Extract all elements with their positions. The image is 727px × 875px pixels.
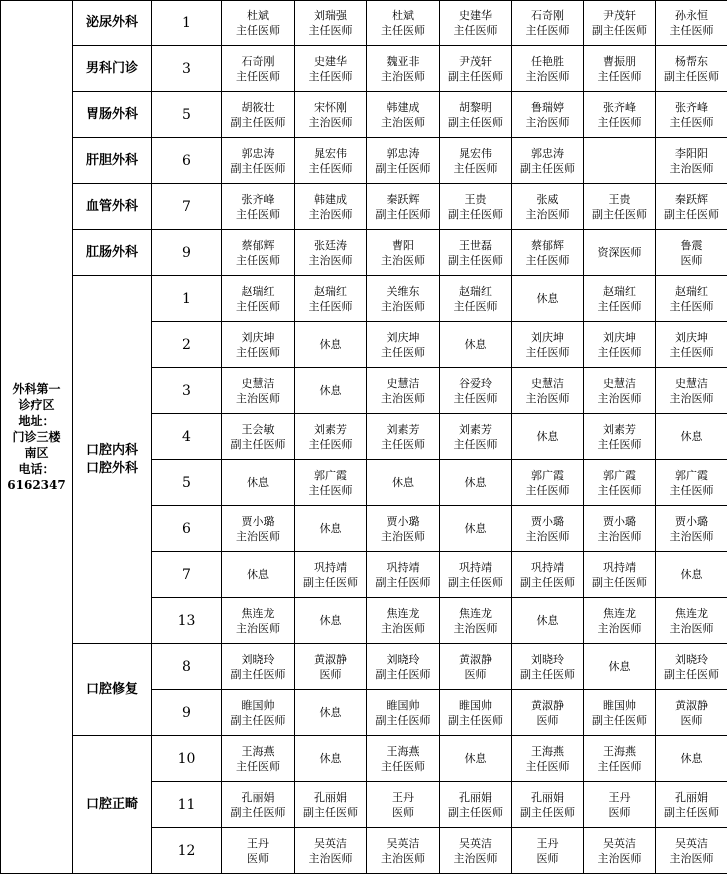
doctor-cell: 刘庆坤 主任医师 [584,322,656,368]
department-name: 男科门诊 [73,46,152,92]
doctor-cell: 王丹 医师 [367,782,440,828]
doctor-cell: 黄淑静 医师 [656,690,727,736]
doctor-cell: 韩建成 主治医师 [295,184,367,230]
doctor-cell: 王丹 医师 [512,828,584,874]
doctor-cell: 贾小璐 主治医师 [512,506,584,552]
room-number: 2 [152,322,222,368]
doctor-cell: 杨帮东 副主任医师 [656,46,727,92]
doctor-cell [584,138,656,184]
doctor-cell: 赵瑞红 主任医师 [656,276,727,322]
doctor-cell: 刘素芳 主任医师 [295,414,367,460]
room-number: 6 [152,138,222,184]
doctor-cell: 吴英洁 主治医师 [656,828,727,874]
rest-cell: 休息 [222,552,295,598]
rest-cell: 休息 [295,368,367,414]
doctor-cell: 郭忠涛 副主任医师 [367,138,440,184]
rest-cell: 休息 [440,506,512,552]
doctor-cell: 刘庆坤 主任医师 [512,322,584,368]
doctor-cell: 焦连龙 主治医师 [440,598,512,644]
doctor-cell: 王海燕 主任医师 [512,736,584,782]
doctor-cell: 吴英洁 主治医师 [584,828,656,874]
doctor-cell: 巩持靖 副主任医师 [584,552,656,598]
rest-cell: 休息 [295,506,367,552]
room-number: 12 [152,828,222,874]
doctor-cell: 贾小璐 主治医师 [656,506,727,552]
doctor-cell: 刘庆坤 主任医师 [656,322,727,368]
doctor-cell: 胡黎明 副主任医师 [440,92,512,138]
doctor-cell: 王世磊 副主任医师 [440,230,512,276]
rest-cell: 休息 [512,414,584,460]
department-name: 肛肠外科 [73,230,152,276]
doctor-cell: 刘庆坤 主任医师 [367,322,440,368]
doctor-cell: 刘素芳 主任医师 [584,414,656,460]
doctor-cell: 胡筱壮 副主任医师 [222,92,295,138]
doctor-cell: 石奇刚 主任医师 [512,1,584,46]
doctor-cell: 鲁瑞婷 主治医师 [512,92,584,138]
doctor-cell: 孙永恒 主任医师 [656,1,727,46]
schedule-row [1,736,727,782]
doctor-cell: 黄淑静 医师 [440,644,512,690]
doctor-cell: 鲁震 医师 [656,230,727,276]
doctor-cell: 黄淑静 医师 [512,690,584,736]
doctor-cell: 张齐峰 主任医师 [584,92,656,138]
doctor-cell: 赵瑞红 主任医师 [440,276,512,322]
room-number: 7 [152,552,222,598]
doctor-cell: 史慧洁 主治医师 [584,368,656,414]
doctor-cell: 刘庆坤 主任医师 [222,322,295,368]
doctor-cell: 杜斌 主任医师 [367,1,440,46]
doctor-cell: 史慧洁 主治医师 [512,368,584,414]
room-number: 9 [152,690,222,736]
doctor-cell: 王丹 医师 [222,828,295,874]
doctor-cell: 王海燕 主任医师 [222,736,295,782]
department-name: 口腔正畸 [73,736,152,874]
doctor-cell: 曹阳 主治医师 [367,230,440,276]
doctor-cell: 蔡郁辉 主任医师 [222,230,295,276]
doctor-cell: 贾小璐 主治医师 [584,506,656,552]
room-number: 10 [152,736,222,782]
doctor-cell: 孔丽娟 副主任医师 [656,782,727,828]
doctor-cell: 睢国帅 副主任医师 [367,690,440,736]
doctor-cell: 魏亚非 主治医师 [367,46,440,92]
doctor-cell: 王海燕 主任医师 [367,736,440,782]
doctor-cell: 王海燕 主任医师 [584,736,656,782]
doctor-cell: 史慧洁 主治医师 [367,368,440,414]
doctor-cell: 睢国帅 副主任医师 [222,690,295,736]
schedule-row [1,644,727,690]
doctor-cell: 郭忠涛 副主任医师 [222,138,295,184]
doctor-cell: 刘晓玲 副主任医师 [512,644,584,690]
clinic-area-info: 外科第一 诊疗区 地址： 门诊三楼 南区 电话： 6162347 [1,1,73,874]
doctor-cell: 郭广霞 主任医师 [295,460,367,506]
doctor-cell: 赵瑞红 主任医师 [584,276,656,322]
doctor-cell: 史慧洁 主治医师 [222,368,295,414]
room-number: 1 [152,276,222,322]
rest-cell: 休息 [512,598,584,644]
doctor-cell: 张齐峰 主任医师 [222,184,295,230]
rest-cell: 休息 [656,736,727,782]
doctor-cell: 宋怀刚 主治医师 [295,92,367,138]
room-number: 7 [152,184,222,230]
doctor-cell: 史慧洁 主治医师 [656,368,727,414]
doctor-cell: 焦连龙 主治医师 [367,598,440,644]
rest-cell: 休息 [512,276,584,322]
doctor-cell: 刘素芳 主任医师 [440,414,512,460]
doctor-cell: 吴英洁 主治医师 [440,828,512,874]
doctor-cell: 孔丽娟 副主任医师 [512,782,584,828]
doctor-cell: 王贵 副主任医师 [584,184,656,230]
doctor-cell: 睢国帅 副主任医师 [584,690,656,736]
department-name: 血管外科 [73,184,152,230]
doctor-cell: 任艳胜 主治医师 [512,46,584,92]
doctor-cell: 谷爱玲 主任医师 [440,368,512,414]
doctor-cell: 刘瑞强 主任医师 [295,1,367,46]
schedule-row [1,138,727,184]
doctor-cell: 巩持靖 副主任医师 [440,552,512,598]
doctor-cell: 晁宏伟 主任医师 [440,138,512,184]
doctor-cell: 吴英洁 主治医师 [367,828,440,874]
doctor-cell: 郭广霞 主任医师 [584,460,656,506]
rest-cell: 休息 [440,322,512,368]
rest-cell: 休息 [656,552,727,598]
doctor-cell: 史建华 主任医师 [440,1,512,46]
doctor-cell: 焦连龙 主治医师 [584,598,656,644]
rest-cell: 休息 [656,414,727,460]
doctor-cell: 焦连龙 主治医师 [656,598,727,644]
doctor-cell: 刘素芳 主任医师 [367,414,440,460]
doctor-cell: 刘晓玲 副主任医师 [222,644,295,690]
doctor-cell: 赵瑞红 主任医师 [222,276,295,322]
doctor-cell: 史建华 主任医师 [295,46,367,92]
department-name: 肝胆外科 [73,138,152,184]
doctor-cell: 张齐峰 主任医师 [656,92,727,138]
schedule-body [1,1,727,874]
doctor-cell: 关维东 主治医师 [367,276,440,322]
doctor-cell: 尹茂轩 副主任医师 [440,46,512,92]
rest-cell: 休息 [440,736,512,782]
doctor-cell: 郭广霞 主任医师 [656,460,727,506]
doctor-cell: 郭广霞 主任医师 [512,460,584,506]
room-number: 11 [152,782,222,828]
doctor-cell: 秦跃辉 副主任医师 [656,184,727,230]
doctor-cell: 刘晓玲 副主任医师 [656,644,727,690]
doctor-cell: 刘晓玲 副主任医师 [367,644,440,690]
schedule-row [1,1,727,46]
rest-cell: 休息 [295,598,367,644]
doctor-cell: 张威 主治医师 [512,184,584,230]
rest-cell: 休息 [222,460,295,506]
doctor-cell: 资深医师 [584,230,656,276]
doctor-cell: 孔丽娟 副主任医师 [295,782,367,828]
department-name: 口腔修复 [73,644,152,736]
doctor-cell: 贾小璐 主治医师 [222,506,295,552]
rest-cell: 休息 [295,322,367,368]
doctor-cell: 杜斌 主任医师 [222,1,295,46]
doctor-cell: 焦连龙 主治医师 [222,598,295,644]
doctor-cell: 赵瑞红 主任医师 [295,276,367,322]
doctor-cell: 巩持靖 副主任医师 [512,552,584,598]
room-number: 3 [152,368,222,414]
doctor-cell: 蔡郁辉 主任医师 [512,230,584,276]
doctor-cell: 巩持靖 副主任医师 [367,552,440,598]
room-number: 4 [152,414,222,460]
room-number: 5 [152,460,222,506]
doctor-cell: 吴英洁 主治医师 [295,828,367,874]
room-number: 9 [152,230,222,276]
doctor-cell: 郭忠涛 副主任医师 [512,138,584,184]
rest-cell: 休息 [367,460,440,506]
doctor-cell: 王贵 副主任医师 [440,184,512,230]
room-number: 3 [152,46,222,92]
doctor-cell: 睢国帅 副主任医师 [440,690,512,736]
doctor-cell: 曹振朋 主任医师 [584,46,656,92]
doctor-cell: 孔丽娟 副主任医师 [222,782,295,828]
doctor-cell: 晁宏伟 主任医师 [295,138,367,184]
doctor-cell: 石奇刚 主任医师 [222,46,295,92]
doctor-cell: 韩建成 主治医师 [367,92,440,138]
room-number: 6 [152,506,222,552]
doctor-cell: 孔丽娟 副主任医师 [440,782,512,828]
room-number: 1 [152,1,222,46]
doctor-cell: 张廷涛 主治医师 [295,230,367,276]
rest-cell: 休息 [295,690,367,736]
doctor-cell: 秦跃辉 副主任医师 [367,184,440,230]
room-number: 5 [152,92,222,138]
schedule-row [1,276,727,322]
department-name: 泌尿外科 [73,1,152,46]
schedule-row [1,184,727,230]
rest-cell: 休息 [584,644,656,690]
room-number: 8 [152,644,222,690]
doctor-cell: 尹茂轩 副主任医师 [584,1,656,46]
schedule-row [1,46,727,92]
doctor-cell: 王丹 医师 [584,782,656,828]
doctor-cell: 黄淑静 医师 [295,644,367,690]
doctor-cell: 王会敏 副主任医师 [222,414,295,460]
rest-cell: 休息 [440,460,512,506]
schedule-row [1,92,727,138]
department-name: 口腔内科 口腔外科 [73,276,152,644]
doctor-cell: 李阳阳 主治医师 [656,138,727,184]
room-number: 13 [152,598,222,644]
doctor-cell: 巩持靖 副主任医师 [295,552,367,598]
rest-cell: 休息 [295,736,367,782]
doctor-cell: 贾小璐 主治医师 [367,506,440,552]
schedule-row [1,230,727,276]
department-name: 胃肠外科 [73,92,152,138]
